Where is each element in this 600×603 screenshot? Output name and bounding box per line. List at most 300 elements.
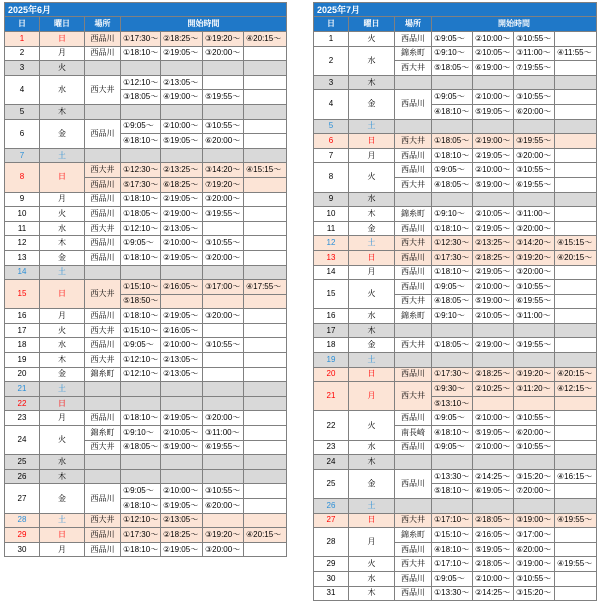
start-time-cell: ①13:30～: [432, 586, 473, 601]
start-time-cell: [203, 323, 244, 338]
day-cell: 25: [5, 455, 40, 470]
start-time-cell: ③15:20～: [514, 469, 555, 484]
start-time-cell: [203, 294, 244, 309]
place-cell: 西大井: [395, 382, 432, 411]
start-time-cell: [555, 265, 597, 280]
day-cell: 7: [314, 148, 349, 163]
weekday-cell: 水: [40, 75, 85, 104]
start-time-cell: [514, 353, 555, 368]
start-time-cell: ⑤19:05～: [473, 426, 514, 441]
day-cell: 20: [5, 367, 40, 382]
start-time-cell: ①9:05～: [121, 484, 161, 499]
header-weekday: 曜日: [349, 17, 395, 32]
schedule-row: [5, 250, 287, 265]
schedule-row: [5, 455, 287, 470]
weekday-cell: 日: [349, 367, 395, 382]
start-time-cell: ①18:05～: [432, 134, 473, 149]
start-time-cell: ④18:10～: [432, 542, 473, 557]
start-time-cell: ③15:20～: [514, 586, 555, 601]
schedule-row: [314, 513, 597, 528]
start-time-cell: [244, 294, 287, 309]
start-time-cell: [203, 469, 244, 484]
start-time-cell: ②10:00～: [161, 236, 203, 251]
schedule-row: [5, 484, 287, 499]
start-time-cell: ③18:05～: [121, 90, 161, 105]
start-time-cell: ②18:25～: [473, 367, 514, 382]
start-time-cell: [555, 426, 597, 441]
weekday-cell: 水: [349, 192, 395, 207]
start-time-cell: [555, 323, 597, 338]
start-time-cell: [161, 455, 203, 470]
start-time-cell: ③19:20～: [514, 250, 555, 265]
start-time-cell: ①18:10～: [432, 148, 473, 163]
start-time-cell: ③10:55～: [514, 571, 555, 586]
start-time-cell: ③11:00～: [203, 426, 244, 441]
start-time-cell: ③11:00～: [514, 46, 555, 61]
start-time-cell: [432, 75, 473, 90]
place-cell: 西品川: [395, 542, 432, 557]
start-time-cell: ③19:00～: [514, 513, 555, 528]
place-cell: 西品川: [395, 265, 432, 280]
start-time-cell: [514, 75, 555, 90]
weekday-cell: 日: [40, 32, 85, 47]
start-time-cell: ④20:15～: [555, 367, 597, 382]
start-time-cell: ③10:55～: [514, 411, 555, 426]
weekday-cell: 月: [349, 528, 395, 557]
start-time-cell: ②10:05～: [473, 309, 514, 324]
start-time-cell: ②19:05～: [161, 250, 203, 265]
place-cell: [395, 455, 432, 470]
header-day: 日: [314, 17, 349, 32]
start-time-cell: ⑤13:10～: [432, 396, 473, 411]
start-time-cell: [244, 338, 287, 353]
place-cell: 錦糸町: [395, 207, 432, 222]
place-cell: 西品川: [395, 411, 432, 426]
weekday-cell: 木: [40, 104, 85, 119]
start-time-cell: [473, 499, 514, 514]
weekday-cell: 金: [40, 367, 85, 382]
day-cell: 3: [5, 61, 40, 76]
start-time-cell: ③11:00～: [514, 207, 555, 222]
schedule-row: [5, 265, 287, 280]
weekday-cell: 月: [40, 542, 85, 557]
start-time-cell: ④11:55～: [555, 46, 597, 61]
start-time-cell: [473, 396, 514, 411]
start-time-cell: ①18:10～: [121, 192, 161, 207]
start-time-cell: ②10:00～: [473, 90, 514, 105]
start-time-cell: ②10:00～: [473, 163, 514, 178]
day-cell: 27: [5, 484, 40, 513]
start-time-cell: ②10:00～: [161, 338, 203, 353]
weekday-cell: 金: [349, 338, 395, 353]
place-cell: 西品川: [85, 207, 121, 222]
start-time-cell: [555, 542, 597, 557]
start-time-cell: ①17:30～: [121, 32, 161, 47]
day-cell: 18: [5, 338, 40, 353]
start-time-cell: [244, 396, 287, 411]
start-time-cell: ①9:30～: [432, 382, 473, 397]
day-cell: 26: [314, 499, 349, 514]
start-time-cell: ②14:25～: [473, 469, 514, 484]
schedule-row: [314, 338, 597, 353]
start-time-cell: [161, 294, 203, 309]
place-cell: 西品川: [395, 280, 432, 295]
weekday-cell: 日: [40, 163, 85, 192]
start-time-cell: ①17:10～: [432, 513, 473, 528]
start-time-cell: [121, 469, 161, 484]
day-cell: 18: [314, 338, 349, 353]
start-time-cell: ⑤18:10～: [432, 484, 473, 499]
start-time-cell: ①9:05～: [121, 338, 161, 353]
weekday-cell: 土: [40, 513, 85, 528]
start-time-cell: ②18:05～: [473, 557, 514, 572]
start-time-cell: [555, 104, 597, 119]
schedule-row: [5, 163, 287, 178]
day-cell: 14: [5, 265, 40, 280]
start-time-cell: ②19:05～: [473, 265, 514, 280]
start-time-cell: ①12:10～: [121, 353, 161, 368]
start-time-cell: ③14:20～: [514, 236, 555, 251]
start-time-cell: [514, 323, 555, 338]
start-time-cell: [161, 61, 203, 76]
schedule-row: [5, 104, 287, 119]
start-time-cell: [555, 396, 597, 411]
start-time-cell: ⑤17:30～: [121, 177, 161, 192]
start-time-cell: ⑥19:00～: [473, 61, 514, 76]
place-cell: 西品川: [85, 309, 121, 324]
schedule-row: [314, 90, 597, 105]
place-cell: 西品川: [395, 469, 432, 498]
start-time-cell: ②19:05～: [161, 192, 203, 207]
start-time-cell: [161, 382, 203, 397]
place-cell: 西大井: [395, 294, 432, 309]
start-time-cell: [555, 309, 597, 324]
start-time-cell: ④15:15～: [244, 163, 287, 178]
day-cell: 17: [5, 323, 40, 338]
place-cell: 西大井: [85, 221, 121, 236]
place-cell: [85, 104, 121, 119]
schedule-row: [5, 46, 287, 61]
start-time-cell: [244, 207, 287, 222]
start-time-cell: ⑤19:55～: [203, 90, 244, 105]
start-time-cell: [244, 61, 287, 76]
start-time-cell: [555, 411, 597, 426]
start-time-cell: ②16:05～: [161, 323, 203, 338]
day-cell: 24: [5, 426, 40, 455]
start-time-cell: ④20:15～: [244, 32, 287, 47]
weekday-cell: 月: [40, 309, 85, 324]
start-time-cell: ④18:10～: [432, 426, 473, 441]
place-cell: 西品川: [395, 250, 432, 265]
weekday-cell: 火: [40, 426, 85, 455]
start-time-cell: ②19:05～: [161, 542, 203, 557]
schedule-row: [5, 542, 287, 557]
place-cell: [85, 469, 121, 484]
start-time-cell: ①9:10～: [432, 309, 473, 324]
start-time-cell: ①9:10～: [432, 207, 473, 222]
day-cell: 13: [314, 250, 349, 265]
start-time-cell: ④19:00～: [161, 90, 203, 105]
weekday-cell: 木: [349, 455, 395, 470]
start-time-cell: ①9:05～: [432, 32, 473, 47]
schedule-row: [314, 323, 597, 338]
start-time-cell: [514, 119, 555, 134]
start-time-cell: [555, 499, 597, 514]
day-cell: 30: [314, 571, 349, 586]
start-time-cell: [203, 396, 244, 411]
start-time-cell: ①12:10～: [121, 75, 161, 90]
start-time-cell: [555, 528, 597, 543]
start-time-cell: [432, 455, 473, 470]
start-time-cell: ③14:20～: [203, 163, 244, 178]
weekday-cell: 火: [349, 280, 395, 309]
start-time-cell: ①18:10～: [121, 542, 161, 557]
start-time-cell: [203, 148, 244, 163]
start-time-cell: ⑦20:00～: [514, 484, 555, 499]
weekday-cell: 金: [40, 484, 85, 513]
weekday-cell: 土: [40, 382, 85, 397]
june-schedule-table: [4, 2, 287, 557]
start-time-cell: ①12:30～: [121, 163, 161, 178]
day-cell: 9: [314, 192, 349, 207]
day-cell: 21: [5, 382, 40, 397]
weekday-cell: 火: [40, 61, 85, 76]
start-time-cell: ③19:20～: [514, 367, 555, 382]
start-time-cell: [473, 455, 514, 470]
start-time-cell: ②13:05～: [161, 221, 203, 236]
start-time-cell: ⑥18:25～: [161, 177, 203, 192]
schedule-row: [314, 221, 597, 236]
place-cell: 西大井: [395, 61, 432, 76]
place-cell: [85, 148, 121, 163]
start-time-cell: [432, 323, 473, 338]
start-time-cell: ②10:05～: [473, 46, 514, 61]
day-cell: 7: [5, 148, 40, 163]
place-cell: 錦糸町: [85, 367, 121, 382]
start-time-cell: [244, 236, 287, 251]
start-time-cell: ②10:00～: [473, 571, 514, 586]
start-time-cell: [203, 513, 244, 528]
schedule-row: [314, 119, 597, 134]
start-time-cell: [432, 192, 473, 207]
start-time-cell: [161, 148, 203, 163]
start-time-cell: [555, 338, 597, 353]
start-time-cell: ③11:00～: [514, 309, 555, 324]
header-place: 場所: [85, 17, 121, 32]
day-cell: 20: [314, 367, 349, 382]
day-cell: 12: [314, 236, 349, 251]
start-time-cell: ④17:55～: [244, 280, 287, 295]
place-cell: [85, 265, 121, 280]
schedule-row: [314, 309, 597, 324]
place-cell: [395, 353, 432, 368]
day-cell: 3: [314, 75, 349, 90]
schedule-row: [314, 75, 597, 90]
column-header-row: [5, 17, 287, 32]
start-time-cell: [473, 75, 514, 90]
start-time-cell: ①18:05～: [432, 338, 473, 353]
schedule-row: [5, 148, 287, 163]
place-cell: 西品川: [85, 250, 121, 265]
start-time-cell: ③19:55～: [514, 134, 555, 149]
start-time-cell: ③20:00～: [203, 542, 244, 557]
place-cell: 西大井: [395, 338, 432, 353]
start-time-cell: ④15:15～: [555, 236, 597, 251]
start-time-cell: [514, 455, 555, 470]
start-time-cell: ③19:00～: [514, 557, 555, 572]
start-time-cell: [244, 148, 287, 163]
start-time-cell: ①9:05～: [121, 119, 161, 134]
start-time-cell: ②10:00～: [161, 119, 203, 134]
weekday-cell: 木: [349, 323, 395, 338]
start-time-cell: [473, 323, 514, 338]
start-time-cell: ⑥19:55～: [203, 440, 244, 455]
start-time-cell: ③10:55～: [203, 338, 244, 353]
start-time-cell: ①9:10～: [121, 426, 161, 441]
weekday-cell: 火: [349, 32, 395, 47]
weekday-cell: 木: [349, 75, 395, 90]
start-time-cell: ③10:55～: [203, 484, 244, 499]
start-time-cell: [244, 367, 287, 382]
day-cell: 29: [5, 528, 40, 543]
start-time-cell: [555, 119, 597, 134]
start-time-cell: ②18:25～: [161, 528, 203, 543]
start-time-cell: ②19:05～: [161, 309, 203, 324]
day-cell: 17: [314, 323, 349, 338]
weekday-cell: 土: [40, 265, 85, 280]
schedule-row: [314, 367, 597, 382]
start-time-cell: ③10:55～: [203, 119, 244, 134]
start-time-cell: ⑤19:00～: [473, 294, 514, 309]
place-cell: 西大井: [85, 280, 121, 309]
start-time-cell: [244, 192, 287, 207]
start-time-cell: [161, 469, 203, 484]
schedule-row: [314, 571, 597, 586]
start-time-cell: ⑥20:00～: [514, 426, 555, 441]
start-time-cell: ④18:10～: [121, 134, 161, 149]
start-time-cell: [244, 119, 287, 134]
day-cell: 11: [314, 221, 349, 236]
header-start-time: 開始時間: [121, 17, 287, 32]
day-cell: 9: [5, 192, 40, 207]
start-time-cell: ①17:10～: [432, 557, 473, 572]
place-cell: 南長崎: [395, 426, 432, 441]
start-time-cell: ②13:05～: [161, 75, 203, 90]
day-cell: 15: [5, 280, 40, 309]
day-cell: 2: [5, 46, 40, 61]
weekday-cell: 水: [349, 46, 395, 75]
day-cell: 23: [314, 440, 349, 455]
start-time-cell: [203, 61, 244, 76]
start-time-cell: ①12:10～: [121, 513, 161, 528]
schedule-row: [5, 367, 287, 382]
start-time-cell: ②19:05～: [161, 411, 203, 426]
schedule-row: [314, 353, 597, 368]
start-time-cell: ②16:05～: [473, 528, 514, 543]
day-cell: 16: [5, 309, 40, 324]
weekday-cell: 土: [349, 353, 395, 368]
start-time-cell: ⑤19:00～: [161, 440, 203, 455]
start-time-cell: [555, 586, 597, 601]
start-time-cell: [244, 469, 287, 484]
start-time-cell: [121, 396, 161, 411]
header-day: 日: [5, 17, 40, 32]
july-schedule-table: [313, 2, 597, 601]
start-time-cell: ①18:10～: [432, 221, 473, 236]
start-time-cell: [121, 148, 161, 163]
start-time-cell: ③10:55～: [514, 163, 555, 178]
start-time-cell: ⑥19:55～: [514, 294, 555, 309]
start-time-cell: [432, 499, 473, 514]
schedule-row: [314, 236, 597, 251]
start-time-cell: ②13:25～: [161, 163, 203, 178]
start-time-cell: [555, 484, 597, 499]
day-cell: 26: [5, 469, 40, 484]
schedule-row: [5, 353, 287, 368]
schedule-row: [314, 499, 597, 514]
place-cell: 錦糸町: [395, 309, 432, 324]
start-time-cell: ④12:15～: [555, 382, 597, 397]
start-time-cell: [555, 294, 597, 309]
start-time-cell: [555, 163, 597, 178]
start-time-cell: [203, 353, 244, 368]
start-time-cell: ④18:05～: [432, 294, 473, 309]
schedule-row: [5, 221, 287, 236]
schedule-row: [314, 440, 597, 455]
start-time-cell: [161, 396, 203, 411]
start-time-cell: [203, 75, 244, 90]
start-time-cell: ①9:05～: [432, 163, 473, 178]
place-cell: 西大井: [395, 134, 432, 149]
title-row: [314, 3, 597, 17]
table-head: [5, 3, 287, 32]
weekday-cell: 水: [40, 221, 85, 236]
weekday-cell: 金: [349, 221, 395, 236]
start-time-cell: ④18:05～: [432, 177, 473, 192]
start-time-cell: ①12:30～: [432, 236, 473, 251]
start-time-cell: [161, 265, 203, 280]
day-cell: 29: [314, 557, 349, 572]
schedule-row: [5, 469, 287, 484]
weekday-cell: 水: [40, 338, 85, 353]
start-time-cell: ②10:05～: [161, 426, 203, 441]
day-cell: 24: [314, 455, 349, 470]
place-cell: 西大井: [85, 75, 121, 104]
start-time-cell: [244, 309, 287, 324]
place-cell: 西品川: [85, 177, 121, 192]
schedule-row: [5, 426, 287, 441]
start-time-cell: ②10:00～: [473, 440, 514, 455]
schedule-row: [314, 207, 597, 222]
start-time-cell: [203, 265, 244, 280]
start-time-cell: [555, 280, 597, 295]
start-time-cell: ⑤19:00～: [473, 177, 514, 192]
weekday-cell: 金: [40, 119, 85, 148]
day-cell: 28: [314, 528, 349, 557]
schedule-row: [314, 411, 597, 426]
start-time-cell: ②10:25～: [473, 382, 514, 397]
start-time-cell: [514, 499, 555, 514]
start-time-cell: [203, 104, 244, 119]
day-cell: 2: [314, 46, 349, 75]
day-cell: 31: [314, 586, 349, 601]
schedule-row: [314, 382, 597, 397]
start-time-cell: ①18:10～: [121, 250, 161, 265]
start-time-cell: ①12:10～: [121, 221, 161, 236]
schedule-row: [314, 250, 597, 265]
start-time-cell: ②10:05～: [473, 207, 514, 222]
start-time-cell: [121, 382, 161, 397]
